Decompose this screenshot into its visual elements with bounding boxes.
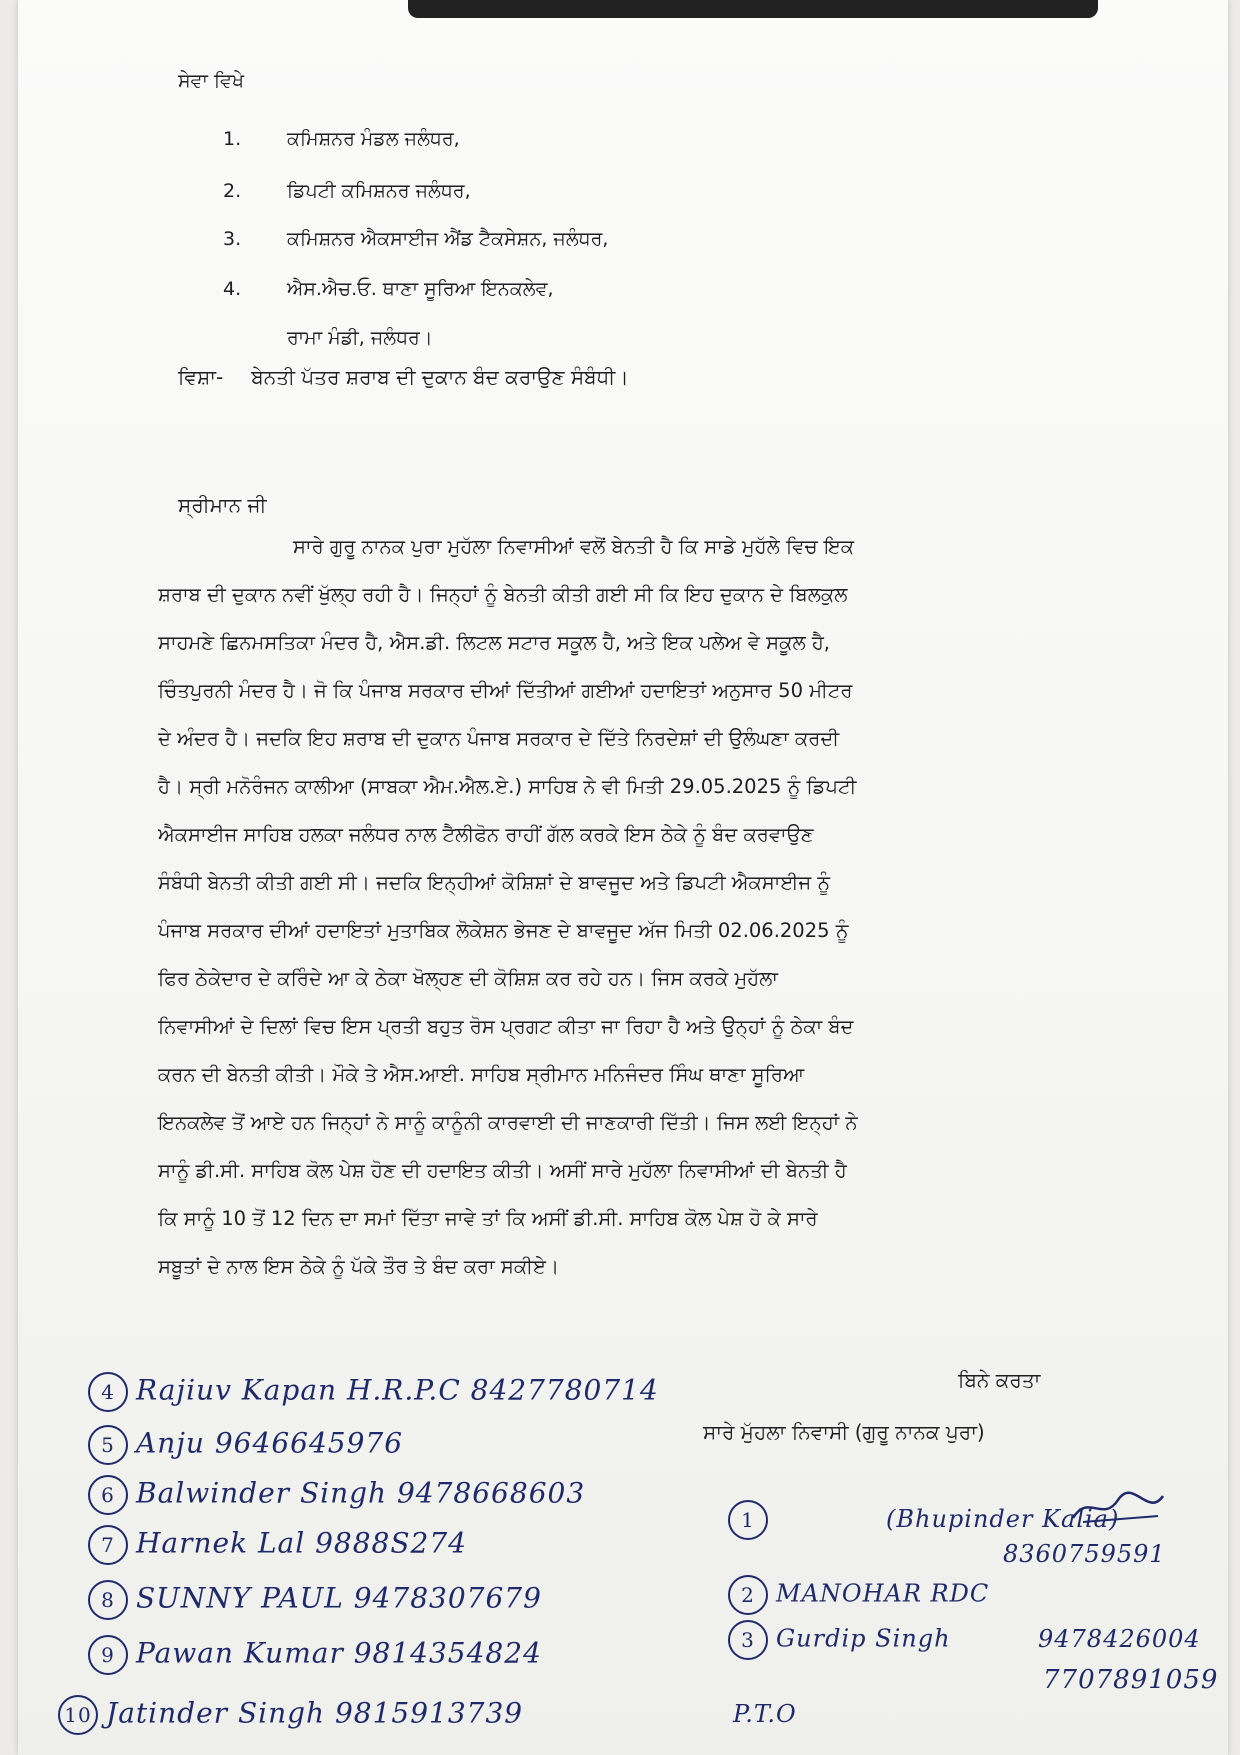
signature-phone: 8360759591: [1003, 1540, 1166, 1568]
closing: ਬਿਨੇ ਕਰਤਾ: [958, 1368, 1041, 1392]
signature-entry: 3 Gurdip Singh: [728, 1620, 951, 1660]
signature-entry: 6 Balwinder Singh 9478668603: [88, 1475, 585, 1515]
pto-mark: P.T.O: [733, 1700, 797, 1728]
addressee-5: ਰਾਮਾ ਮੰਡੀ, ਜਲੰਧਰ।: [287, 327, 433, 349]
body-line: ਸਬੂਤਾਂ ਦੇ ਨਾਲ ਇਸ ਠੇਕੇ ਨੂੰ ਪੱਕੇ ਤੌਰ ਤੇ ਬੰਦ ਕਰਾ ਸਕੀਏ।: [158, 1255, 560, 1278]
signature-entry: 2 MANOHAR RDC: [728, 1575, 989, 1615]
subject-line: [178, 365, 629, 389]
body-line: ਦੇ ਅੰਦਰ ਹੈ। ਜਦਕਿ ਇਹ ਸ਼ਰਾਬ ਦੀ ਦੁਕਾਨ ਪੰਜਾਬ ਸਰਕਾਰ ਦੇ ਦਿੱਤੇ ਨਿਰਦੇਸ਼ਾਂ ਦੀ ਉਲੰਘਣਾ ਕਰਦੀ: [158, 727, 840, 750]
addressee-4: 4. ਐਸ.ਐਚ.ਓ. ਥਾਣਾ ਸੂਰਿਆ ਇਨਕਲੇਵ,: [223, 278, 554, 300]
body-line: ਚਿੰਤਪੁਰਨੀ ਮੰਦਰ ਹੈ। ਜੋ ਕਿ ਪੰਜਾਬ ਸਰਕਾਰ ਦੀਆਂ ਦਿੱਤੀਆਂ ਗਈਆਂ ਹਦਾਇਤਾਂ ਅਨੁਸਾਰ 50 ਮੀਟਰ: [158, 679, 853, 702]
body-line: ਸਾਰੇ ਗੁਰੂ ਨਾਨਕ ਪੁਰਾ ਮੁਹੱਲਾ ਨਿਵਾਸੀਆਂ ਵਲੋਂ ਬੇਨਤੀ ਹੈ ਕਿ ਸਾਡੇ ਮੁਹੱਲੇ ਵਿਚ ਇਕ: [293, 535, 855, 558]
letter-page: [18, 0, 1228, 1755]
body-line: ਹੈ। ਸ੍ਰੀ ਮਨੋਰੰਜਨ ਕਾਲੀਆ (ਸਾਬਕਾ ਐਮ.ਐਲ.ਏ.) ਸਾਹਿਬ ਨੇ ਵੀ ਮਿਤੀ 29.05.2025 ਨੂੰ ਡਿਪਟੀ: [158, 775, 857, 798]
addressee-2: 2. ਡਿਪਟੀ ਕਮਿਸ਼ਨਰ ਜਲੰਧਰ,: [223, 180, 471, 202]
signature-entry: 7 Harnek Lal 9888S274: [88, 1525, 467, 1565]
body-line: ਇਨਕਲੇਵ ਤੋਂ ਆਏ ਹਨ ਜਿਨ੍ਹਾਂ ਨੇ ਸਾਨੂੰ ਕਾਨੂੰਨੀ ਕਾਰਵਾਈ ਦੀ ਜਾਣਕਾਰੀ ਦਿੱਤੀ। ਜਿਸ ਲਈ ਇਨ੍ਹਾਂ ਨੇ: [158, 1111, 858, 1134]
closing-sub: ਸਾਰੇ ਮੁੱਹਲਾ ਨਿਵਾਸੀ (ਗੁਰੂ ਨਾਨਕ ਪੁਰਾ): [703, 1420, 985, 1444]
signature-entry: 10 Jatinder Singh 9815913739: [58, 1695, 523, 1735]
body-line: ਕਿ ਸਾਨੂੰ 10 ਤੋਂ 12 ਦਿਨ ਦਾ ਸਮਾਂ ਦਿੱਤਾ ਜਾਵੇ ਤਾਂ ਕਿ ਅਸੀਂ ਡੀ.ਸੀ. ਸਾਹਿਬ ਕੋਲ ਪੇਸ਼ ਹੋ ਕੇ ਸਾਰੇ: [158, 1207, 818, 1230]
signature-entry: 4 Rajiuv Kapan H.R.P.C 8427780714: [88, 1372, 659, 1412]
body-line: ਫਿਰ ਠੇਕੇਦਾਰ ਦੇ ਕਰਿੰਦੇ ਆ ਕੇ ਠੇਕਾ ਖੋਲ੍ਹਣ ਦੀ ਕੋਸ਼ਿਸ਼ ਕਰ ਰਹੇ ਹਨ। ਜਿਸ ਕਰਕੇ ਮੁਹੱਲਾ: [158, 967, 779, 990]
body-line: ਐਕਸਾਈਜ ਸਾਹਿਬ ਹਲਕਾ ਜਲੰਧਰ ਨਾਲ ਟੈਲੀਫੋਨ ਰਾਹੀਂ ਗੱਲ ਕਰਕੇ ਇਸ ਠੇਕੇ ਨੂੰ ਬੰਦ ਕਰਵਾਉਣ: [158, 823, 814, 846]
signature-entry: 1 (Bhupinder Kalia): [728, 1500, 1119, 1540]
subject-label: ਵਿਸ਼ਾ-: [178, 365, 224, 389]
signature-phone: 7707891059: [1043, 1665, 1219, 1695]
salutation-to: ਸੇਵਾ ਵਿਖੇ: [178, 70, 245, 92]
body-line: ਸੰਬੰਧੀ ਬੇਨਤੀ ਕੀਤੀ ਗਈ ਸੀ। ਜਦਕਿ ਇਨ੍ਹੀਆਂ ਕੋਸ਼ਿਸ਼ਾਂ ਦੇ ਬਾਵਜੂਦ ਅਤੇ ਡਿਪਟੀ ਐਕਸਾਈਜ ਨੂੰ: [158, 871, 831, 894]
signature-scribble: [1068, 1488, 1168, 1528]
signature-entry: 9 Pawan Kumar 9814354824: [88, 1635, 542, 1675]
body-line: ਕਰਨ ਦੀ ਬੇਨਤੀ ਕੀਤੀ। ਮੌਕੇ ਤੇ ਐਸ.ਆਈ. ਸਾਹਿਬ ਸ੍ਰੀਮਾਨ ਮਨਿਜੰਦਰ ਸਿੰਘ ਥਾਣਾ ਸੂਰਿਆ: [158, 1063, 805, 1086]
body-line: ਸਾਹਮਣੇ ਛਿਨਮਸਤਿਕਾ ਮੰਦਰ ਹੈ, ਐਸ.ਡੀ. ਲਿਟਲ ਸਟਾਰ ਸਕੂਲ ਹੈ, ਅਤੇ ਇਕ ਪਲੇਅ ਵੇ ਸਕੂਲ ਹੈ,: [158, 631, 831, 654]
greeting: ਸ੍ਰੀਮਾਨ ਜੀ: [178, 493, 267, 517]
body-line: ਨਿਵਾਸੀਆਂ ਦੇ ਦਿਲਾਂ ਵਿਚ ਇਸ ਪ੍ਰਤੀ ਬਹੁਤ ਰੋਸ ਪ੍ਰਗਟ ਕੀਤਾ ਜਾ ਰਿਹਾ ਹੈ ਅਤੇ ਉਨ੍ਹਾਂ ਨੂੰ ਠੇਕਾ ਬੰਦ: [158, 1015, 854, 1038]
addressee-3: 3. ਕਮਿਸ਼ਨਰ ਐਕਸਾਈਜ ਐਂਡ ਟੈਕਸੇਸ਼ਨ, ਜਲੰਧਰ,: [223, 228, 609, 250]
body-line: ਸਾਨੂੰ ਡੀ.ਸੀ. ਸਾਹਿਬ ਕੋਲ ਪੇਸ਼ ਹੋਣ ਦੀ ਹਦਾਇਤ ਕੀਤੀ। ਅਸੀਂ ਸਾਰੇ ਮੁਹੱਲਾ ਨਿਵਾਸੀਆਂ ਦੀ ਬੇਨਤੀ ਹੈ: [158, 1159, 847, 1182]
body-line: ਸ਼ਰਾਬ ਦੀ ਦੁਕਾਨ ਨਵੀਂ ਖੁੱਲ੍ਹ ਰਹੀ ਹੈ। ਜਿਨ੍ਹਾਂ ਨੂੰ ਬੇਨਤੀ ਕੀਤੀ ਗਈ ਸੀ ਕਿ ਇਹ ਦੁਕਾਨ ਦੇ ਬਿਲਕੁਲ: [158, 583, 848, 606]
subject-text: ਬੇਨਤੀ ਪੱਤਰ ਸ਼ਰਾਬ ਦੀ ਦੁਕਾਨ ਬੰਦ ਕਰਾਉਣ ਸੰਬੰਧੀ।: [251, 365, 629, 389]
signature-entry: 8 SUNNY PAUL 9478307679: [88, 1580, 542, 1620]
body-line: ਪੰਜਾਬ ਸਰਕਾਰ ਦੀਆਂ ਹਦਾਇਤਾਂ ਮੁਤਾਬਿਕ ਲੋਕੇਸ਼ਨ ਭੇਜਣ ਦੇ ਬਾਵਜੂਦ ਅੱਜ ਮਿਤੀ 02.06.2025 ਨੂੰ: [158, 919, 849, 942]
signature-entry: 5 Anju 9646645976: [88, 1425, 403, 1465]
signature-phone: 9478426004: [1038, 1625, 1201, 1653]
clipboard-clip: [408, 0, 1098, 18]
addressee-1: 1. ਕਮਿਸ਼ਨਰ ਮੰਡਲ ਜਲੰਧਰ,: [223, 128, 460, 150]
